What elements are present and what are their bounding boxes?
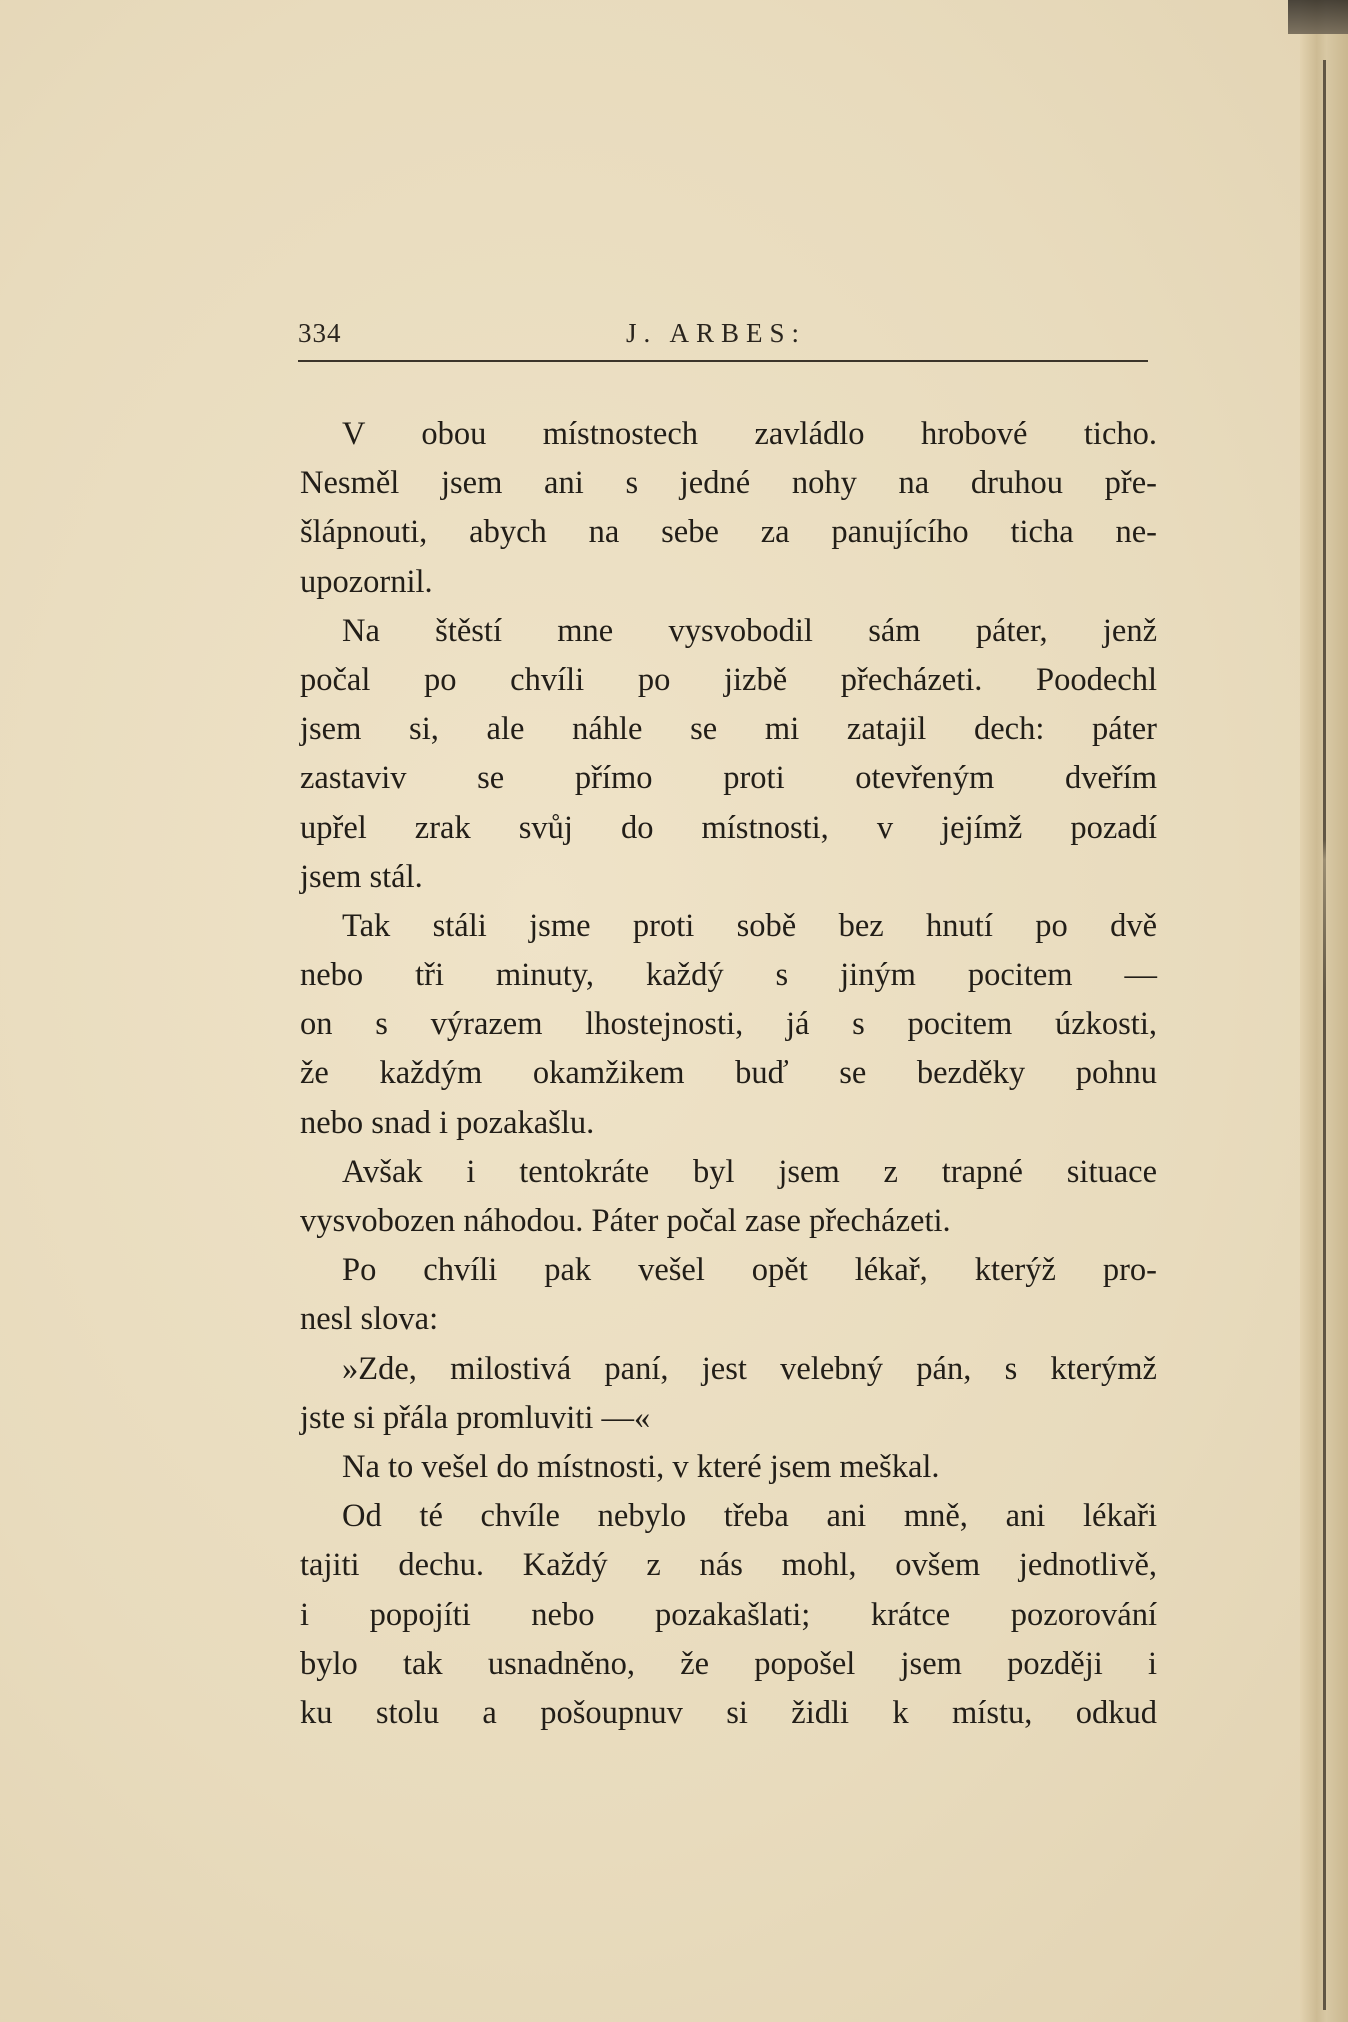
text-line: ku stolu a pošoupnuv si židli k místu, odkud xyxy=(300,1694,1157,1731)
text-line: bylo tak usnadněno, že popošel jsem později i xyxy=(300,1645,1157,1682)
binding-shadow-line xyxy=(1323,60,1326,2010)
text-line: V obou místnostech zavládlo hrobové ticho. xyxy=(342,416,1157,452)
text-line: jste si přála promluviti —« xyxy=(300,1399,651,1436)
text-line: Od té chvíle nebylo třeba ani mně, ani lékaři xyxy=(342,1498,1157,1535)
text-line: že každým okamžikem buď se bezděky pohnu xyxy=(300,1055,1157,1092)
text-line: i popojíti nebo pozakašlati; krátce pozorování xyxy=(300,1596,1157,1633)
body-text xyxy=(300,410,1157,1738)
text-line: Po chvíli pak vešel opět lékař, kterýž pro- xyxy=(342,1252,1157,1289)
text-line: Na to vešel do místnosti, v které jsem meškal. xyxy=(342,1448,940,1485)
text-line: upozornil. xyxy=(300,563,433,600)
binding-top-shadow xyxy=(1288,0,1348,34)
header-rule xyxy=(298,360,1148,362)
text-line: Nesměl jsem ani s jedné nohy na druhou pře- xyxy=(300,465,1157,502)
text-line: nesl slova: xyxy=(300,1301,439,1338)
text-line: Na štěstí mne vysvobodil sám páter, jenž xyxy=(342,612,1157,649)
text-line: upřel zrak svůj do místnosti, v jejímž pozadí xyxy=(300,809,1157,846)
running-head: J. ARBES: xyxy=(626,318,807,348)
page-header xyxy=(298,318,1150,360)
text-line: nebo tři minuty, každý s jiným pocitem — xyxy=(300,957,1157,994)
text-line: šlápnouti, abych na sebe za panujícího ticha ne- xyxy=(300,514,1157,551)
text-line: »Zde, milostivá paní, jest velebný pán, s kterýmž xyxy=(342,1350,1157,1387)
text-line: Tak stáli jsme proti sobě bez hnutí po dvě xyxy=(342,907,1157,944)
text-line: nebo snad i pozakašlu. xyxy=(300,1104,595,1141)
page-number: 334 xyxy=(298,318,342,348)
text-line: zastaviv se přímo proti otevřeným dveřím xyxy=(300,760,1157,797)
text-line: vysvobozen náhodou. Páter počal zase přecházeti. xyxy=(300,1203,951,1239)
text-line: jsem si, ale náhle se mi zatajil dech: páter xyxy=(300,711,1157,748)
text-line: tajiti dechu. Každý z nás mohl, ovšem jednotlivě, xyxy=(300,1547,1157,1584)
text-line: on s výrazem lhostejnosti, já s pocitem úzkosti, xyxy=(300,1006,1157,1043)
text-line: Avšak i tentokráte byl jsem z trapné situace xyxy=(342,1153,1157,1190)
text-line: počal po chvíli po jizbě přecházeti. Poodechl xyxy=(300,661,1157,698)
text-line: jsem stál. xyxy=(300,858,423,895)
